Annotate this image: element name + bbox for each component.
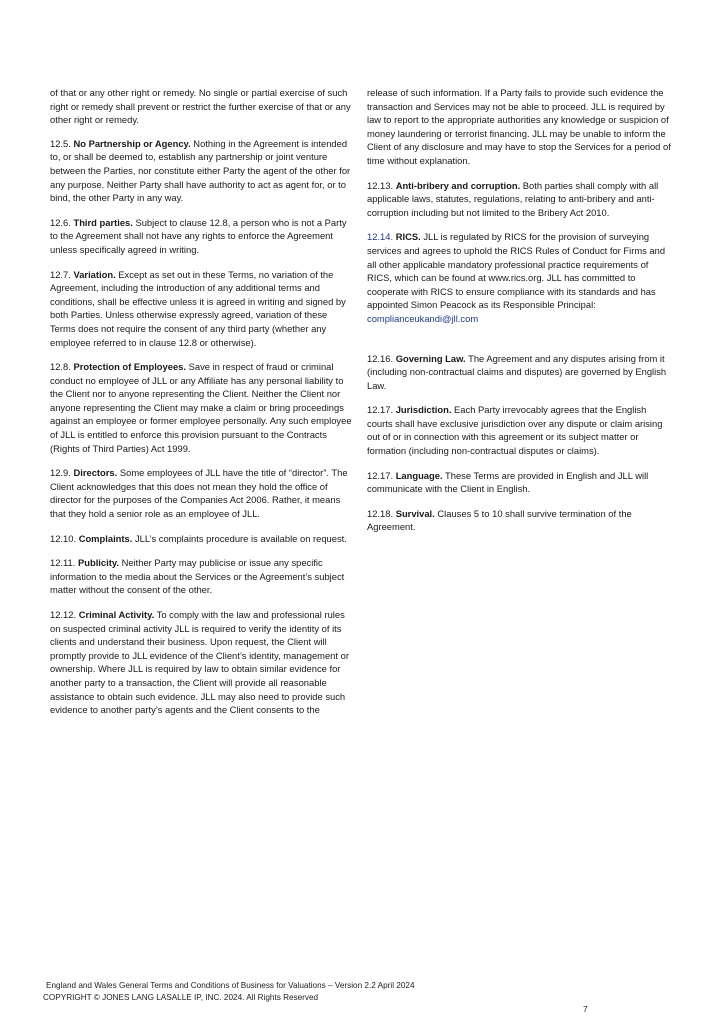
- continued-paragraph: of that or any other right or remedy. No single or partial exercise of such right or remedy shall prevent or restrict the further exercise of that or any other right or remedy.: [50, 87, 351, 126]
- clause-12-10: [50, 532, 355, 546]
- clause-12-14: [367, 230, 673, 325]
- continued-paragraph: release of such information. If a Party fails to provide such evidence the transaction and Services may not be able to proceed. JLL is required by law to report to the appropriate authorities any knowledge or suspicion of money laundering or terrorist financing. JLL may be unable to inform the Client of any disclosure and may have to stop the Services for a period of time without explanation.: [367, 87, 671, 166]
- clause-heading: Survival.: [395, 507, 435, 519]
- clause-heading: RICS.: [395, 231, 421, 243]
- clause-12-17-jurisdiction: [367, 403, 673, 457]
- clause-12-6: [50, 216, 355, 257]
- clause-body: Clauses 5 to 10 shall survive termination of the Agreement.: [367, 507, 632, 533]
- clause-12-16: [367, 352, 673, 393]
- page-number: 7: [583, 1004, 588, 1014]
- clause-heading: Protection of Employees.: [73, 361, 186, 373]
- clause-12-8: [50, 360, 355, 455]
- clause-number: 12.18.: [367, 507, 394, 519]
- clause-body: Both parties shall comply with all applicable laws, statutes, regulations, relating to anti-bribery and anti-corruption including but not limited to the Bribery Act 2010.: [367, 179, 659, 218]
- clause-body: These Terms are provided in English and JLL will communicate with the Client in English.: [367, 469, 649, 495]
- clause-body: The Agreement and any disputes arising from it (including non-contractual claims and disputes) are governed by English Law.: [367, 352, 667, 391]
- clause-heading: Criminal Activity.: [78, 609, 155, 620]
- clause-12-13: [367, 179, 673, 220]
- clause-number: 12.13.: [367, 179, 394, 191]
- clause-heading: Complaints.: [78, 532, 133, 544]
- clause-heading: Publicity.: [77, 557, 119, 569]
- clause-number: 12.11.: [50, 557, 76, 569]
- footer-copyright: COPYRIGHT © JONES LANG LASALLE IP, INC. 2024. All Rights Reserved: [43, 993, 319, 1002]
- clause-number: 12.5.: [50, 137, 71, 149]
- clause-body: To comply with the law and professional rules on suspected criminal activity JLL is required to verify the identity of its clients and understand their business. Upon request, the Client will promptly provide to JLL evidence of the Client’s identity, management or ownership. Where JLL is required by law to obtain similar evidence for another party to a transaction, the Client will provide all reasonable assistance to obtain such evidence. JLL may also need to provide such evidence to another party’s agents and the Client consents to the: [50, 609, 349, 716]
- clause-body: Neither Party may publicise or issue any specific information to the media about the Services or the Agreement’s subject matter without the consent of the other.: [50, 557, 345, 596]
- clause-body: JLL’s complaints procedure is available on request.: [134, 532, 347, 544]
- clause-body: JLL is regulated by RICS for the provision of surveying services and agrees to uphold the RICS Rules of Conduct for Firms and all other applicable mandatory professional practice requirements of RICS, which can be found at www.rics.org. JLL has committed to cooperate with RICS to ensure compliance with its standards and has appointed Simon Peacock as its Responsible Principal:: [367, 231, 666, 311]
- clause-body: Subject to clause 12.8, a person who is not a Party to the Agreement shall not have any rights to enforce the Agreement unless specifically agreed in writing.: [50, 216, 347, 255]
- clause-number: 12.17.: [367, 404, 394, 416]
- clause-number: 12.6.: [50, 216, 71, 228]
- clause-heading: Jurisdiction.: [395, 404, 452, 416]
- clause-12-11: [50, 556, 355, 597]
- page-footer: [43, 980, 415, 1004]
- clause-12-12: [50, 608, 355, 717]
- clause-number: 12.7.: [50, 268, 71, 280]
- left-column: [50, 86, 355, 728]
- clause-heading: Governing Law.: [395, 352, 466, 364]
- clause-body: Save in respect of fraud or criminal conduct no employee of JLL or any Affiliate has any personal liability to the Client nor to anyone representing the Client. Neither the Client nor anyone representing the Client may make a claim or bring proceedings against an employee or former employee personally. Any such employee of JLL is entitled to enforce this provision pursuant to the Contracts (Rights of Third Parties) Act 1999.: [50, 361, 352, 454]
- clause-heading: No Partnership or Agency.: [73, 137, 191, 149]
- clause-heading: Third parties.: [73, 216, 133, 228]
- compliance-email-link[interactable]: complianceukandi@jll.com: [367, 312, 479, 324]
- clause-number: 12.16.: [367, 352, 394, 364]
- clause-heading: Directors.: [73, 467, 118, 479]
- clause-12-7: [50, 268, 355, 350]
- clause-12-9: [50, 466, 355, 520]
- clause-12-5: [50, 137, 355, 205]
- clause-12-18: [367, 507, 673, 534]
- clause-heading: Language.: [395, 469, 443, 481]
- clause-number: 12.8.: [50, 361, 71, 373]
- clause-body: Each Party irrevocably agrees that the English courts shall have exclusive jurisdiction over any dispute or claim arising out of or in connection with this agreement or its subject matter or formation (including non-contractual disputes or claims).: [367, 404, 663, 457]
- clause-body: Some employees of JLL have the title of “director”. The Client acknowledges that this does not mean they hold the office of director for the purposes of the Companies Act 2006. Rather, it means that they hold a senior role as an employee of JLL.: [50, 467, 348, 520]
- clause-number: 12.10.: [50, 532, 77, 544]
- clause-body: Nothing in the Agreement is intended to, or shall be deemed to, establish any partnership or joint venture between the Parties, nor constitute either Party the agent of the other for any purpose. Neither Party shall have authority to act as agent for, or to bind, the other Party in any way.: [50, 137, 351, 204]
- right-column: [367, 86, 673, 545]
- clause-number: 12.14.: [367, 231, 394, 243]
- clause-number: 12.17.: [367, 469, 394, 481]
- clause-heading: Variation.: [73, 268, 116, 280]
- clause-number: 12.9.: [50, 467, 71, 479]
- clause-heading: Anti-bribery and corruption.: [395, 179, 521, 191]
- clause-body: Except as set out in these Terms, no variation of the Agreement, including the introduction of any additional terms and conditions, shall be effective unless it is agreed in writing and signed by both Parties. Unless otherwise expressly agreed, variation of these Terms does not require the consent of any third party (whether any employee referred to in clause 12.8 or otherwise).: [50, 268, 346, 348]
- clause-number: 12.12.: [50, 609, 77, 620]
- clause-12-17-language: [367, 469, 673, 496]
- footer-document-title: England and Wales General Terms and Conditions of Business for Valuations – Version 2.2 April 2024: [46, 981, 415, 990]
